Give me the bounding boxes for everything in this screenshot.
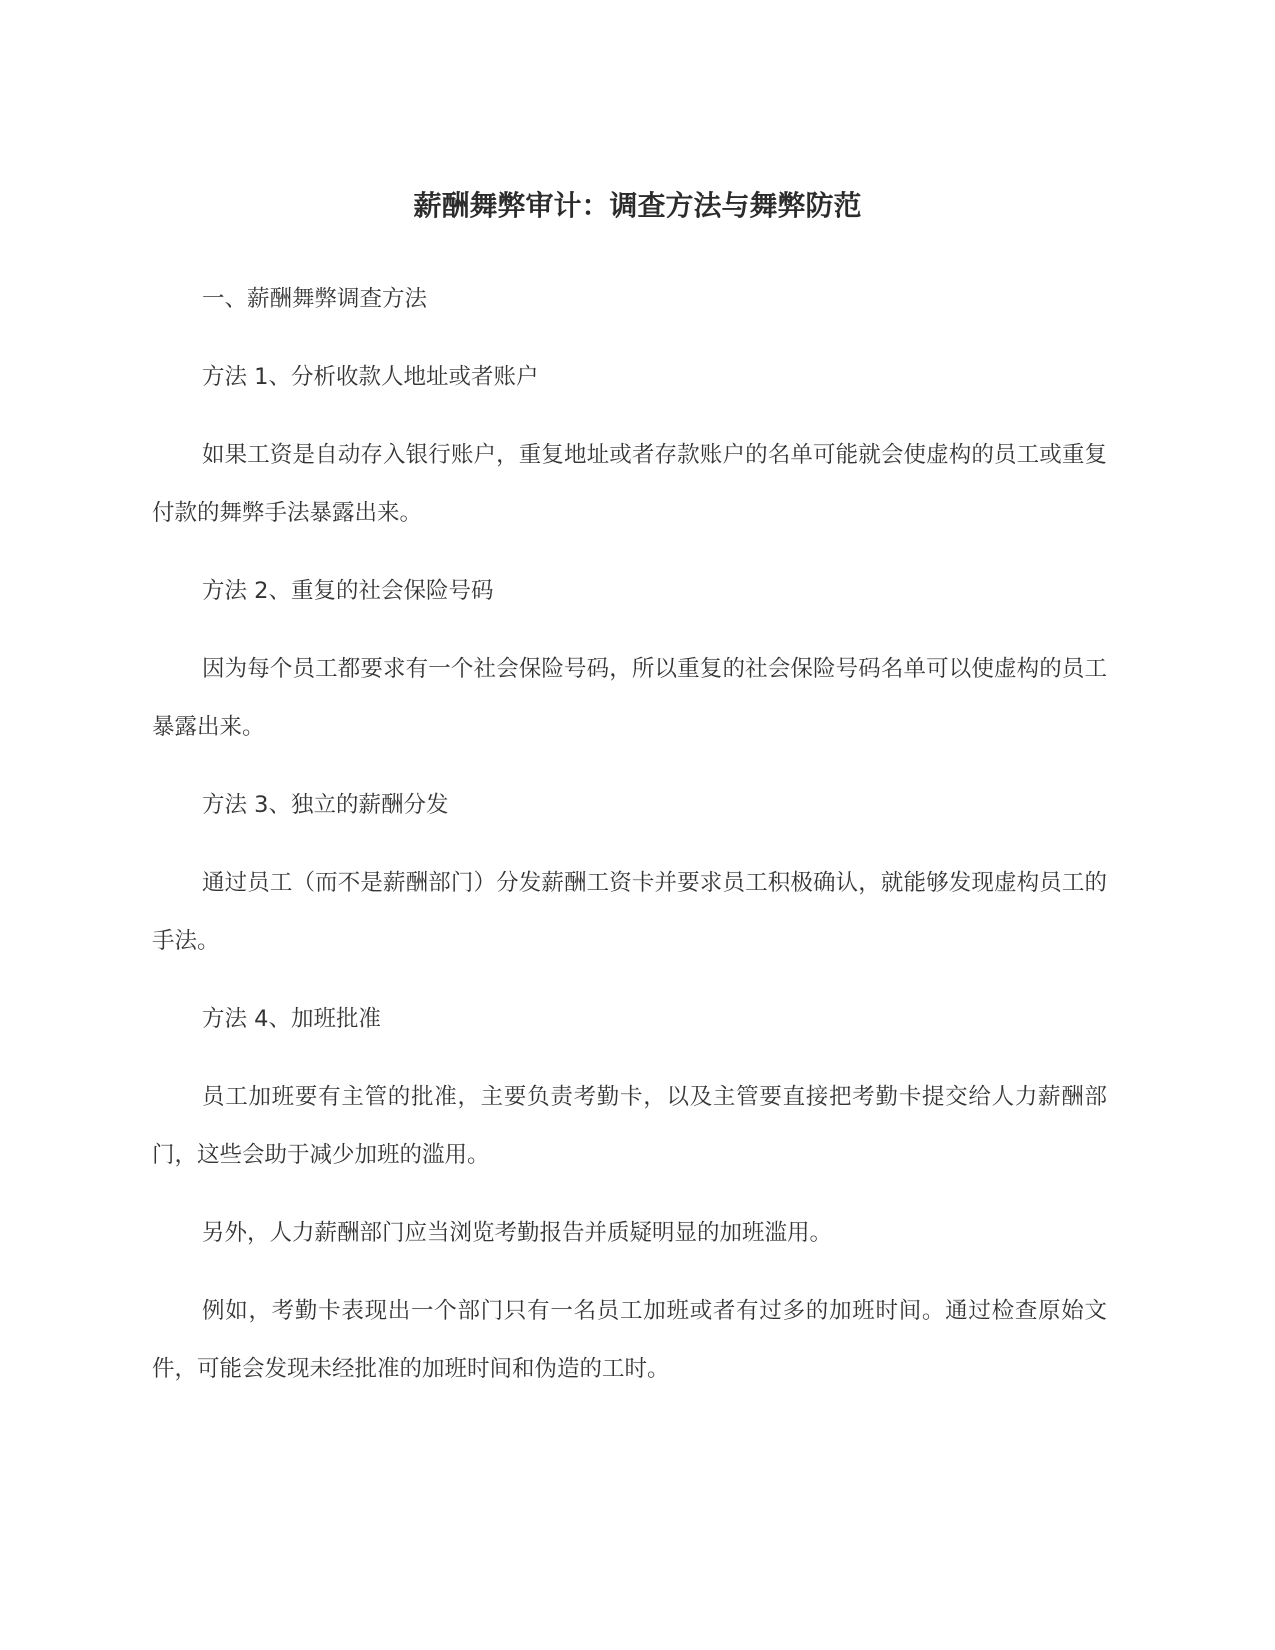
method-2-body: 因为每个员工都要求有一个社会保险号码，所以重复的社会保险号码名单可以使虚构的员工暴露出来。 [152,656,1107,740]
method-4-heading: 方法 4、加班批准 [202,1006,381,1032]
method-1-body: 如果工资是自动存入银行账户，重复地址或者存款账户的名单可能就会使虚构的员工或重复付款的舞弊手法暴露出来。 [152,442,1107,526]
method-3-body: 通过员工（而不是薪酬部门）分发薪酬工资卡并要求员工积极确认，就能够发现虚构员工的手法。 [152,870,1107,954]
document-body [152,270,1107,1398]
section-heading-investigation-methods: 一、薪酬舞弊调查方法 [202,286,428,312]
method-4-additional-note: 另外，人力薪酬部门应当浏览考勤报告并质疑明显的加班滥用。 [202,1220,833,1246]
method-2-heading: 方法 2、重复的社会保险号码 [202,578,494,604]
document-title: 薪酬舞弊审计：调查方法与舞弊防范 [413,189,862,222]
method-1-heading: 方法 1、分析收款人地址或者账户 [202,364,539,390]
method-4-body: 员工加班要有主管的批准，主要负责考勤卡，以及主管要直接把考勤卡提交给人力薪酬部门，这些会助于减少加班的滥用。 [152,1084,1107,1168]
method-3-heading: 方法 3、独立的薪酬分发 [202,792,449,818]
method-4-example: 例如，考勤卡表现出一个部门只有一名员工加班或者有过多的加班时间。通过检查原始文件，可能会发现未经批准的加班时间和伪造的工时。 [152,1298,1107,1382]
